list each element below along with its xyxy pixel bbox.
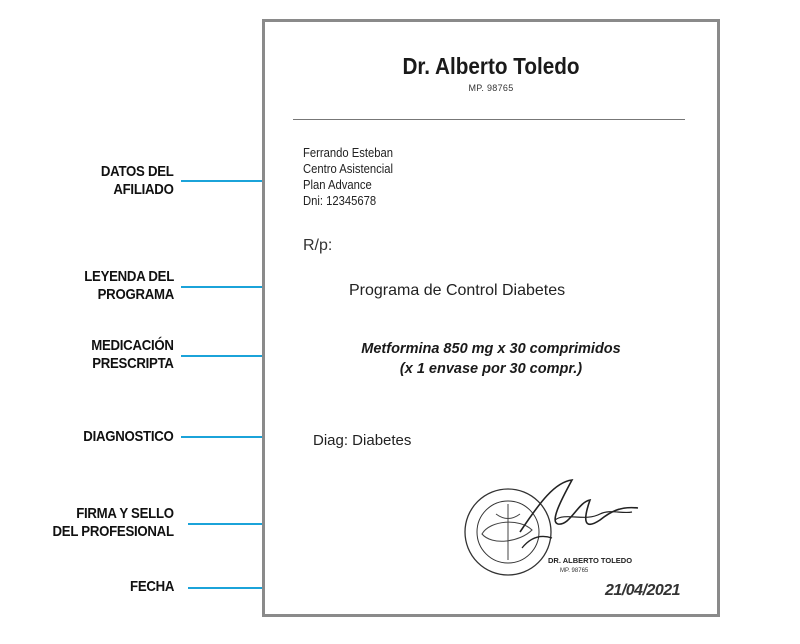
medication-line-2: (x 1 envase por 30 compr.) <box>399 361 583 377</box>
rp-label: R/p: <box>303 237 333 254</box>
label-leyenda-programa: LEYENDA DEL PROGRAMA <box>84 268 174 303</box>
patient-dni: Dni: 12345678 <box>303 194 377 208</box>
doctor-name: Dr. Alberto Toledo <box>402 53 580 79</box>
prescription-date: 21/04/2021 <box>605 582 681 599</box>
stamp-signature <box>460 462 680 587</box>
program-legend: Programa de Control Diabetes <box>349 282 566 299</box>
patient-center: Centro Asistencial <box>303 162 394 176</box>
patient-name: Ferrando Esteban <box>303 146 394 160</box>
label-medicacion: MEDICACIÓN PRESCRIPTA <box>91 337 174 372</box>
label-datos-afiliado: DATOS DEL AFILIADO <box>101 163 174 198</box>
patient-info <box>303 145 393 209</box>
medication <box>265 339 717 379</box>
label-diagnostico: DIAGNOSTICO <box>83 428 174 445</box>
medication-line-1: Metformina 850 mg x 30 comprimidos <box>361 341 621 357</box>
label-firma-sello: FIRMA Y SELLO DEL PROFESIONAL <box>52 505 174 540</box>
patient-plan: Plan Advance <box>303 178 372 192</box>
label-fecha: FECHA <box>129 578 174 595</box>
signature-stamp-graphic <box>460 462 680 582</box>
stamp-name: DR. ALBERTO TOLEDO <box>548 556 633 565</box>
diagnosis: Diag: Diabetes <box>313 432 412 449</box>
prescription-sheet <box>262 19 720 617</box>
doctor-license: MP. 98765 <box>468 83 514 93</box>
header-divider <box>293 119 685 120</box>
stamp-license: MP. 98765 <box>560 568 589 574</box>
